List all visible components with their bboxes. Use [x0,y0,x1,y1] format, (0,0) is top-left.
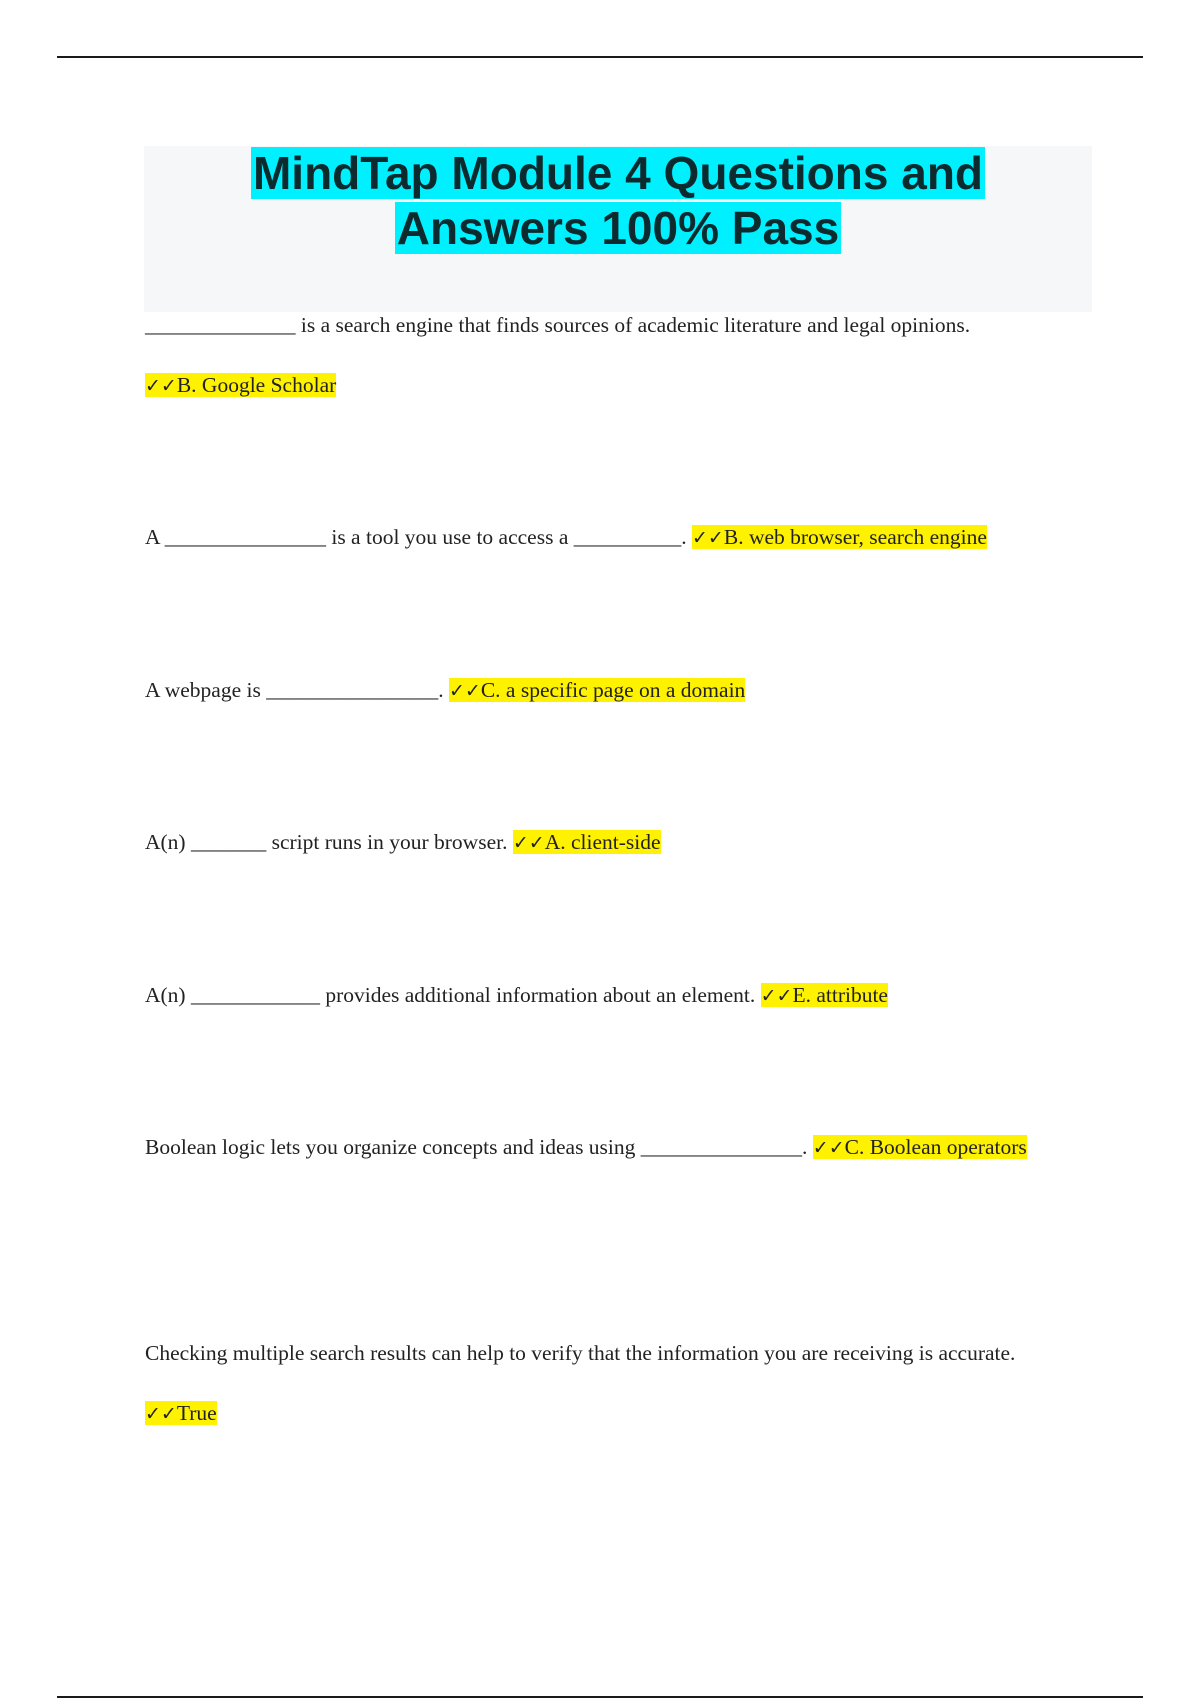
question-text: Boolean logic lets you organize concepts and ideas using _______________. [145,1135,808,1159]
double-check-icon: ✓✓ [145,1403,177,1425]
answer-text: True [176,1401,217,1425]
question-text: ______________ is a search engine that finds sources of academic literature and legal opinions. [145,313,971,337]
double-check-icon: ✓✓ [812,1137,845,1159]
answer-highlight [813,1135,1027,1159]
double-check-icon: ✓✓ [145,375,177,397]
double-check-icon: ✓✓ [512,832,545,854]
answer-text: C. Boolean operators [844,1135,1027,1159]
answer-highlight [692,525,987,549]
answer-highlight [449,678,745,702]
header-rule [57,56,1143,58]
qa-item-1 [145,295,1085,416]
answer-highlight [513,830,661,854]
answer-text: B. Google Scholar [176,373,337,397]
answer-text: A. client-side [544,830,661,854]
footer-rule [57,1696,1143,1698]
question-text: A(n) ____________ provides additional information about an element. [145,983,756,1007]
double-check-icon: ✓✓ [448,680,481,702]
double-check-icon: ✓✓ [692,527,724,549]
qa-item-5 [145,965,1085,1026]
question-text: A _______________ is a tool you use to access a __________. [145,525,687,549]
document-title-line-1: MindTap Module 4 Questions and [252,147,984,199]
question-text: Checking multiple search results can help to verify that the information you are receiving is accurate. [145,1341,1016,1365]
qa-item-2 [145,507,1085,568]
answer-highlight [145,1401,217,1425]
double-check-icon: ✓✓ [760,985,793,1007]
qa-item-6 [145,1117,1045,1178]
document-title-line-2: Answers 100% Pass [396,202,840,254]
title-block [144,146,1092,312]
qa-item-3 [145,660,1085,721]
question-text: A webpage is ________________. [145,678,444,702]
answer-highlight [761,983,888,1007]
question-text: A(n) _______ script runs in your browser. [145,830,508,854]
answer-text: B. web browser, search engine [723,525,987,549]
qa-item-7 [145,1323,1045,1444]
answer-text: C. a specific page on a domain [480,678,746,702]
qa-item-4 [145,812,1085,873]
answer-highlight [145,373,336,397]
answer-text: E. attribute [792,983,888,1007]
